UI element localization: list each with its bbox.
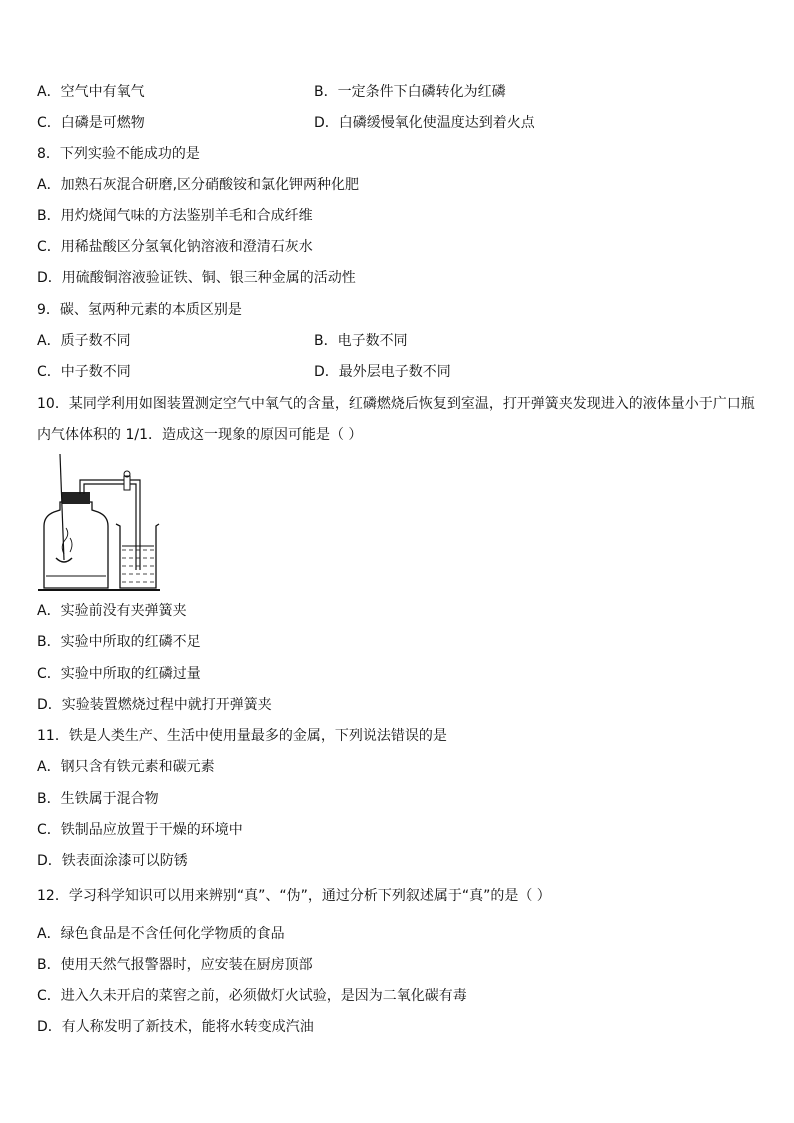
q8-option-a: A．加熟石灰混合研磨,区分硝酸铵和氯化钾两种化肥: [37, 177, 360, 193]
q11-option-a: A．钢只含有铁元素和碳元素: [37, 759, 215, 775]
q9-option-a: A．质子数不同: [37, 333, 131, 349]
q8-option-b: B．用灼烧闻气味的方法鉴别羊毛和合成纤维: [37, 208, 313, 224]
q9-option-b: B．电子数不同: [314, 333, 408, 349]
beaker: [116, 524, 159, 588]
q8-stem: 8．下列实验不能成功的是: [37, 146, 200, 162]
q7-option-a: A．空气中有氧气: [37, 84, 145, 100]
q12-option-c: C．进入久未开启的菜窖之前，必须做灯火试验，是因为二氧化碳有毒: [37, 988, 467, 1004]
q11-option-c: C．铁制品应放置于干燥的环境中: [37, 822, 243, 838]
wide-mouth-bottle: [44, 502, 108, 588]
spring-clip: [124, 476, 130, 490]
q11-stem: 11．铁是人类生产、生活中使用量最多的金属，下列说法错误的是: [37, 728, 447, 744]
q10-option-c: C．实验中所取的红磷过量: [37, 666, 201, 682]
q8-option-c: C．用稀盐酸区分氢氧化钠溶液和澄清石灰水: [37, 239, 313, 255]
q12-option-d: D．有人称发明了新技术，能将水转变成汽油: [37, 1019, 314, 1035]
q7-option-d: D．白磷缓慢氧化使温度达到着火点: [314, 115, 535, 131]
q10-option-b: B．实验中所取的红磷不足: [37, 634, 201, 650]
q10-stem-line2: 内气体体积的 1/1．造成这一现象的原因可能是（ ）: [37, 427, 363, 443]
q12-option-b: B．使用天然气报警器时，应安装在厨房顶部: [37, 957, 313, 973]
q10-stem-line1: 10．某同学利用如图装置测定空气中氧气的含量，红磷燃烧后恢复到室温，打开弹簧夹发现进入的液体量小于广口瓶: [37, 396, 755, 412]
q10-option-d: D．实验装置燃烧过程中就打开弹簧夹: [37, 697, 272, 713]
q11-option-b: B．生铁属于混合物: [37, 791, 159, 807]
q9-stem: 9．碳、氢两种元素的本质区别是: [37, 302, 242, 318]
q10-option-a: A．实验前没有夹弹簧夹: [37, 603, 187, 619]
q12-stem: 12．学习科学知识可以用来辨别“真”、“伪”，通过分析下列叙述属于“真”的是（ ）: [37, 888, 551, 904]
rubber-stopper: [62, 492, 90, 504]
q9-option-c: C．中子数不同: [37, 364, 131, 380]
q12-option-a: A．绿色食品是不含任何化学物质的食品: [37, 926, 285, 942]
q7-option-c: C．白磷是可燃物: [37, 115, 145, 131]
q7-option-b: B．一定条件下白磷转化为红磷: [314, 84, 506, 100]
oxygen-apparatus-figure: [38, 454, 162, 594]
q9-option-d: D．最外层电子数不同: [314, 364, 451, 380]
q11-option-d: D．铁表面涂漆可以防锈: [37, 853, 188, 869]
q8-option-d: D．用硫酸铜溶液验证铁、铜、银三种金属的活动性: [37, 270, 356, 286]
